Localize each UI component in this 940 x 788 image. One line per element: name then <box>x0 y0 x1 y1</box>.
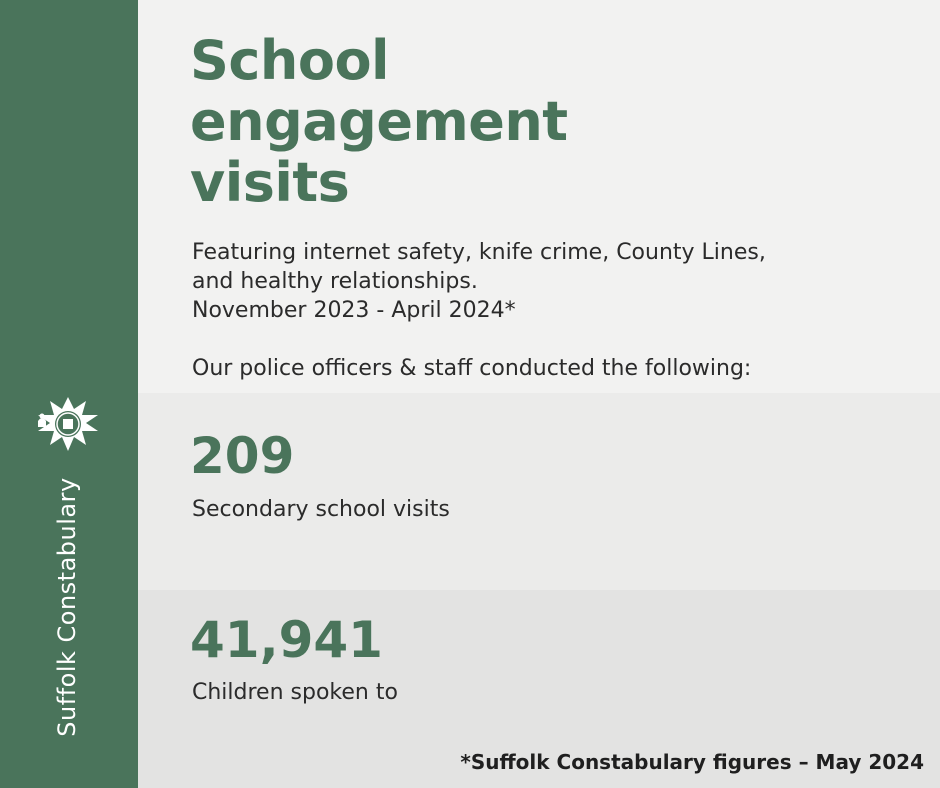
title-line: School <box>190 29 390 92</box>
title-line: engagement <box>190 90 568 153</box>
intro-date-range: November 2023 - April 2024* <box>192 298 516 323</box>
page-title <box>190 30 568 213</box>
stat-value-visits: 209 <box>190 427 295 485</box>
brand-vertical-label: Suffolk Constabulary <box>53 477 81 737</box>
stat-band-1 <box>138 393 940 590</box>
police-star-crest-icon <box>28 395 108 455</box>
stat-label-children: Children spoken to <box>192 680 398 705</box>
intro-line: and healthy relationships. <box>192 269 478 294</box>
footnote: *Suffolk Constabulary figures – May 2024 <box>460 750 924 774</box>
stat-label-visits: Secondary school visits <box>192 497 450 522</box>
stat-value-children: 41,941 <box>190 611 383 669</box>
intro-line: Featuring internet safety, knife crime, County Lines, <box>192 240 766 265</box>
intro-text <box>192 238 766 325</box>
title-line: visits <box>190 151 350 214</box>
sidebar <box>0 0 138 788</box>
conducted-text: Our police officers & staff conducted the following: <box>192 356 752 381</box>
